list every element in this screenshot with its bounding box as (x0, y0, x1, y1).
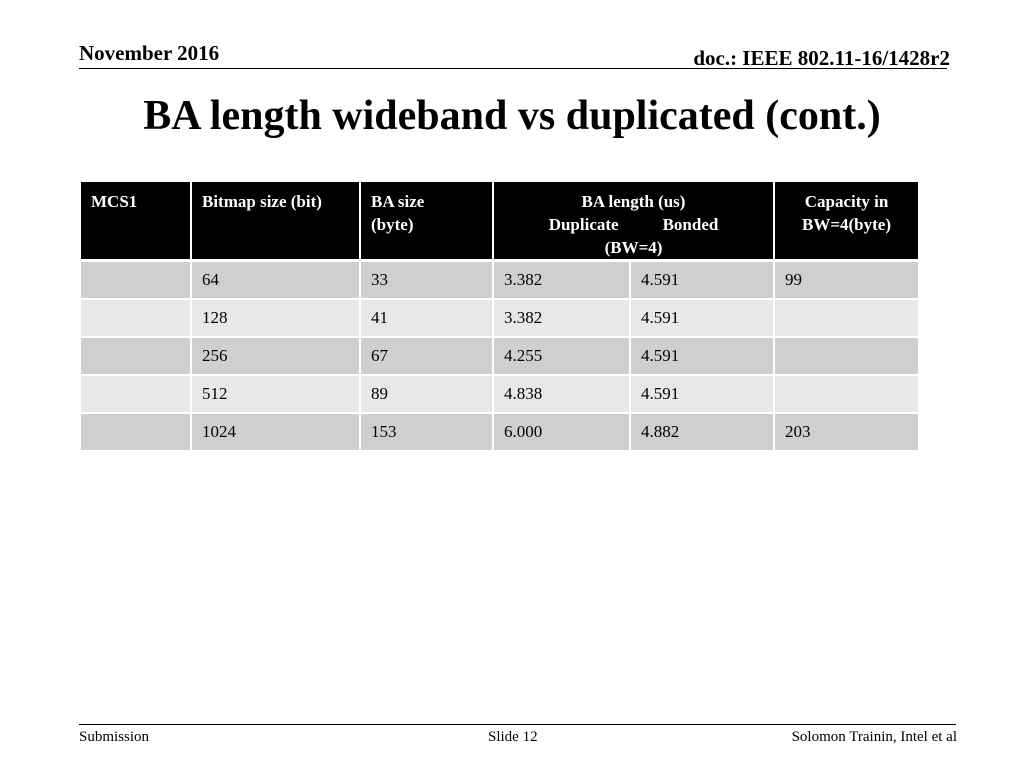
cell-ba-size: 41 (360, 299, 493, 337)
header-date: November 2016 (79, 41, 220, 65)
footer-divider (79, 724, 956, 725)
cell-ba-size: 67 (360, 337, 493, 375)
header-mcs-label: MCS1 (91, 192, 138, 211)
header-mcs (81, 182, 191, 261)
table-row (81, 413, 918, 451)
header-ba-length-line1: BA length (us) (581, 192, 686, 211)
cell-duplicate: 4.255 (493, 337, 630, 375)
header-ba-length-subcols (498, 213, 769, 236)
header-ba-length (493, 182, 774, 261)
table-header-row (81, 182, 918, 261)
cell-mcs (81, 337, 191, 375)
cell-mcs (81, 261, 191, 299)
cell-ba-size: 153 (360, 413, 493, 451)
header-divider (79, 68, 947, 69)
cell-ba-size: 89 (360, 375, 493, 413)
footer-slide-number: Slide 12 (488, 729, 538, 745)
cell-capacity (774, 375, 918, 413)
header-capacity-line2: BW=4(byte) (802, 215, 892, 234)
cell-bitmap: 128 (191, 299, 360, 337)
table-row (81, 375, 918, 413)
cell-bonded: 4.882 (630, 413, 774, 451)
header-capacity (774, 182, 918, 261)
cell-bitmap: 64 (191, 261, 360, 299)
cell-bitmap: 1024 (191, 413, 360, 451)
cell-duplicate: 3.382 (493, 261, 630, 299)
cell-duplicate: 3.382 (493, 299, 630, 337)
cell-bitmap: 256 (191, 337, 360, 375)
header-duplicate: Duplicate (548, 215, 619, 234)
cell-capacity: 99 (774, 261, 918, 299)
footer-submission: Submission (79, 729, 150, 745)
header-bitmap-label: Bitmap size (bit) (202, 192, 322, 211)
header-bw: (BW=4) (604, 238, 663, 257)
cell-bonded: 4.591 (630, 375, 774, 413)
cell-bitmap: 512 (191, 375, 360, 413)
footer-authors: Solomon Trainin, Intel et al (791, 729, 957, 745)
cell-bonded: 4.591 (630, 337, 774, 375)
cell-bonded: 4.591 (630, 261, 774, 299)
cell-capacity (774, 337, 918, 375)
table-row (81, 299, 918, 337)
cell-duplicate: 6.000 (493, 413, 630, 451)
cell-duplicate: 4.838 (493, 375, 630, 413)
table-row (81, 261, 918, 299)
cell-mcs (81, 299, 191, 337)
header-bonded: Bonded (662, 215, 719, 234)
table-row (81, 337, 918, 375)
slide-title: BA length wideband vs duplicated (cont.) (143, 93, 881, 139)
header-capacity-line1: Capacity in (804, 192, 889, 211)
header-ba-size (360, 182, 493, 261)
cell-mcs (81, 413, 191, 451)
header-ba-size-line1: BA size (371, 192, 425, 211)
header-bitmap-size (191, 182, 360, 261)
cell-mcs (81, 375, 191, 413)
header-ba-size-line2: (byte) (371, 215, 414, 234)
cell-ba-size: 33 (360, 261, 493, 299)
cell-capacity (774, 299, 918, 337)
ba-length-table (81, 182, 918, 452)
cell-capacity: 203 (774, 413, 918, 451)
cell-bonded: 4.591 (630, 299, 774, 337)
header-doc-id: doc.: IEEE 802.11-16/1428r2 (693, 46, 950, 70)
